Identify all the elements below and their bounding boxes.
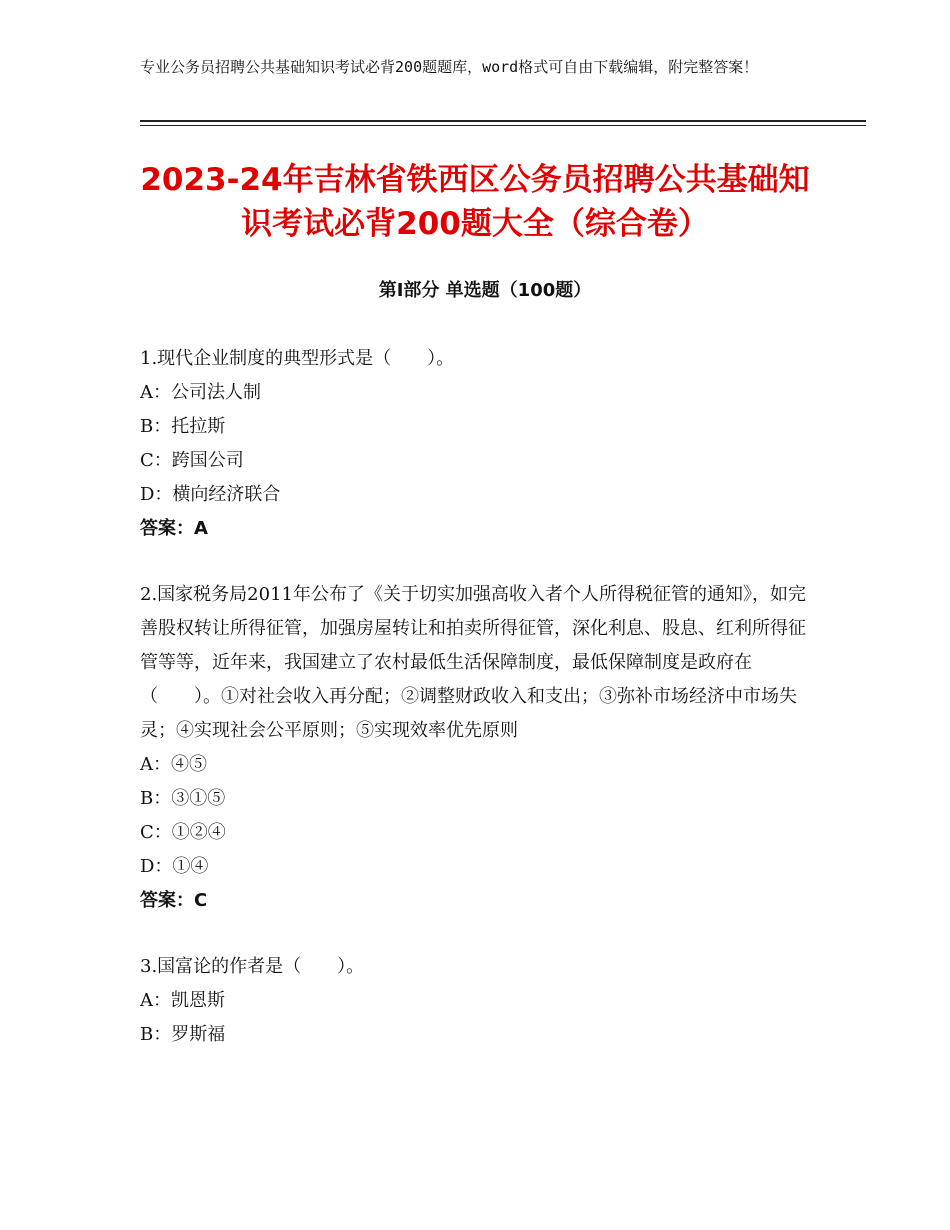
- header-divider-thin: [140, 125, 866, 126]
- question-stem: 2.国家税务局2011年公布了《关于切实加强高收入者个人所得税征管的通知》，如完善股权转让所得征管，加强房屋转让和拍卖所得征管，深化利息、股息、红利所得征管等等，近年来，我国建立了农村最低生活保障制度，最低保障制度是政府在（ ）。①对社会收入再分配；②调整财政收入和支出；③弥补市场经济中市场失灵；④实现社会公平原则；⑤实现效率优先原则: [140, 584, 806, 741]
- header-note: 专业公务员招聘公共基础知识考试必背200题题库，word格式可自由下载编辑，附完整答案！: [140, 58, 759, 76]
- question-1: [140, 342, 820, 546]
- option-c: C：①②④: [140, 822, 226, 843]
- document-title: 2023-24年吉林省铁西区公务员招聘公共基础知识考试必背200题大全（综合卷）: [140, 162, 810, 242]
- option-a: A：公司法人制: [140, 382, 261, 403]
- option-d: D：横向经济联合: [140, 484, 281, 505]
- question-list: [140, 342, 820, 1084]
- question-2: [140, 578, 820, 918]
- part-heading: 第Ⅰ部分 单选题（100题）: [378, 280, 592, 301]
- option-b: B：托拉斯: [140, 416, 226, 437]
- option-a: A：④⑤: [140, 754, 207, 775]
- question-stem: 1.现代企业制度的典型形式是（ ）。: [140, 348, 455, 369]
- question-3: [140, 950, 820, 1052]
- answer: 答案：C: [140, 890, 208, 911]
- answer: 答案：A: [140, 518, 208, 539]
- header-divider-thick: [140, 120, 866, 122]
- option-c: C：跨国公司: [140, 450, 244, 471]
- option-a: A：凯恩斯: [140, 990, 225, 1011]
- option-b: B：罗斯福: [140, 1024, 226, 1045]
- question-stem: 3.国富论的作者是（ ）。: [140, 956, 365, 977]
- option-b: B：③①⑤: [140, 788, 226, 809]
- option-d: D：①④: [140, 856, 209, 877]
